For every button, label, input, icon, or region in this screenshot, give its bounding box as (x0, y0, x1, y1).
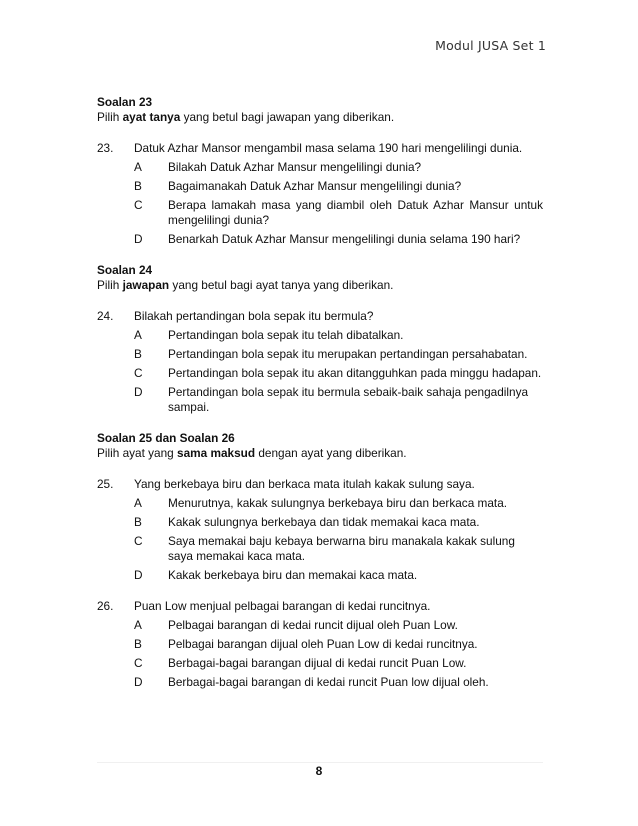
question-stem: Puan Low menjual pelbagai barangan di kedai runcitnya. (134, 599, 431, 613)
option-d: D Kakak berkebaya biru dan memakai kaca mata. (134, 568, 418, 582)
question-stem: Datuk Azhar Mansor mengambil masa selama 190 hari mengelilingi dunia. (134, 141, 523, 155)
question-24 (97, 309, 543, 324)
option-b: B Pelbagai barangan dijual oleh Puan Low di kedai runcitnya. (134, 637, 478, 651)
option-a: A Menurutnya, kakak sulungnya berkebaya biru dan berkaca mata. (134, 496, 508, 510)
instruction-q24: Pilih jawapan yang betul bagi ayat tanya yang diberikan. (97, 278, 394, 292)
question-content (97, 95, 543, 690)
option-c: C Berbagai-bagai barangan dijual di kedai runcit Puan Low. (134, 656, 467, 670)
question-26 (97, 599, 543, 614)
question-number: 26. (97, 599, 114, 613)
question-25 (97, 477, 543, 492)
option-c: C Saya memakai baju kebaya berwarna biru manakala kakak sulung saya memakai kaca mata. (134, 534, 515, 563)
option-c: C Pertandingan bola sepak itu akan ditangguhkan pada minggu hadapan. (134, 366, 542, 380)
question-number: 24. (97, 309, 114, 323)
page-header: Modul JUSA Set 1 (435, 38, 546, 53)
option-a: A Pertandingan bola sepak itu telah dibatalkan. (134, 328, 404, 342)
option-b: B Bagaimanakah Datuk Azhar Mansur mengelilingi dunia? (134, 179, 462, 193)
question-number: 23. (97, 141, 114, 155)
option-d: D Pertandingan bola sepak itu bermula sebaik-baik sahaja pengadilnya sampai. (134, 385, 529, 414)
option-d: D Benarkah Datuk Azhar Mansur mengelilingi dunia selama 190 hari? (134, 232, 521, 246)
section-title-q24: Soalan 24 (97, 263, 153, 277)
section-title-q25-26: Soalan 25 dan Soalan 26 (97, 431, 235, 445)
option-d: D Berbagai-bagai barangan di kedai runcit Puan low dijual oleh. (134, 675, 489, 689)
footer-divider (97, 762, 543, 763)
section-title-q23: Soalan 23 (97, 95, 153, 109)
question-stem: Yang berkebaya biru dan berkaca mata itulah kakak sulung saya. (134, 477, 475, 491)
page-number: 8 (315, 764, 323, 778)
option-a: A Pelbagai barangan di kedai runcit dijual oleh Puan Low. (134, 618, 458, 632)
option-b: B Kakak sulungnya berkebaya dan tidak memakai kaca mata. (134, 515, 480, 529)
instruction-q25-26: Pilih ayat yang sama maksud dengan ayat yang diberikan. (97, 446, 407, 460)
instruction-q23: Pilih ayat tanya yang betul bagi jawapan yang diberikan. (97, 110, 395, 124)
option-a: A Bilakah Datuk Azhar Mansur mengelilingi dunia? (134, 160, 422, 174)
question-stem: Bilakah pertandingan bola sepak itu bermula? (134, 309, 374, 323)
option-b: B Pertandingan bola sepak itu merupakan pertandingan persahabatan. (134, 347, 528, 361)
question-23 (97, 141, 543, 156)
question-number: 25. (97, 477, 114, 491)
option-c: C Berapa lamakah masa yang diambil oleh Datuk Azhar Mansur untuk mengelilingi dunia? (134, 198, 543, 227)
